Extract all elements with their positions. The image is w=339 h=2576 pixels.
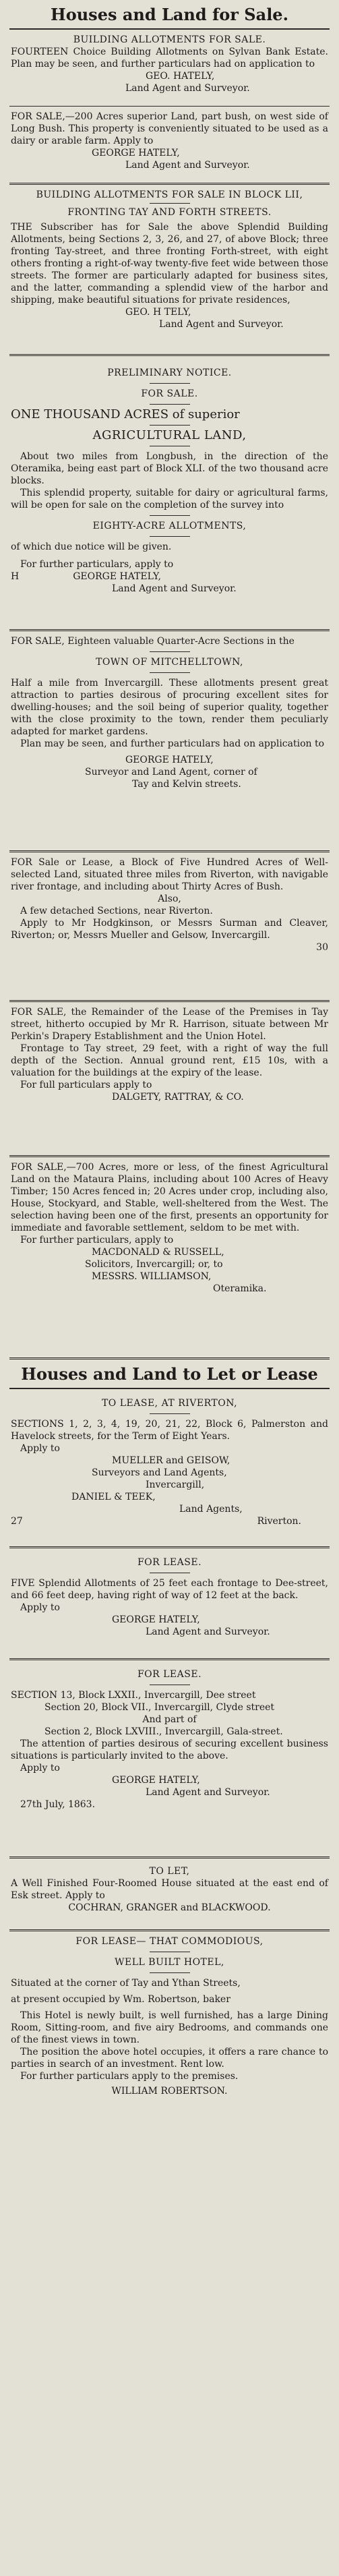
ad-heading: FOR LEASE.	[137, 1669, 202, 1680]
mini-rule	[150, 383, 190, 384]
ad-signature-name: MESSRS. WILLIAMSON,	[92, 1271, 212, 1282]
ad-body: Apply to Mr Hodgkinson, or Messrs Surman and Cleaver, Riverton; or, Messrs Mueller and Gelsow, Invercargill.	[11, 918, 328, 941]
ad-body: Situated at the corner of Tay and Ythan Streets,	[11, 1978, 241, 1989]
ad-riverton-lease	[9, 1389, 330, 1544]
ad-signature-name: GEO. HATELY,	[146, 71, 215, 82]
ad-body: at present occupied by Wm. Robertson, baker	[11, 1994, 230, 2005]
ad-body: FOR SALE, Eighteen valuable Quarter-Acre Sections in the	[11, 636, 295, 647]
mini-rule	[150, 672, 190, 673]
ad-signature-title: Oteramika.	[213, 1283, 267, 1294]
ad-body: FOR SALE,—700 Acres, more or less, of the finest Agricultural Land on the Mataura Plains, including about 100 Acres of Heavy Timber; 150 Acres fenced in; 20 Acres under crop, including also, House, Stockyard, and Stable, well-sheltered from the West. The selection having been one of the first, presents an opportunity for immediate and favorable settlement, seldom to be met with.	[11, 1162, 328, 1233]
ad-riverton-block	[9, 852, 330, 998]
ad-body: SECTION 13, Block LXXII., Invercargill, Dee street	[11, 1690, 256, 1701]
ad-signature-name: GEORGE HATELY,	[73, 571, 161, 582]
ad-signature-name: COCHRAN, GRANGER and BLACKWOOD.	[68, 1902, 271, 1913]
ad-also: Also,	[158, 894, 181, 904]
ad-body: FOR SALE,—200 Acres superior Land, part bush, on west side of Long Bush. This property is conveniently situated to be used as a dairy or arable farm. Apply to	[11, 111, 328, 146]
ad-number: 30	[316, 942, 328, 953]
ad-200-acres	[9, 107, 330, 181]
ad-heading-land: AGRICULTURAL LAND,	[92, 428, 247, 442]
ad-signature-name: DANIEL & TEEK,	[71, 1492, 156, 1502]
ad-preliminary-notice	[9, 356, 330, 627]
ad-heading: PRELIMINARY NOTICE.	[107, 368, 232, 378]
ad-signature-title: Land Agent and Surveyor.	[146, 1787, 270, 1798]
section-title-sale: Houses and Land for Sale.	[51, 5, 288, 24]
ad-body: Apply to	[20, 1443, 60, 1454]
ad-heading: BUILDING ALLOTMENTS FOR SALE IN BLOCK LII,	[36, 189, 303, 200]
ad-body: FIVE Splendid Allotments of 25 feet each frontage to Dee-street, and 66 feet deep, having right of way of 12 feet at the back.	[11, 1578, 328, 1601]
ad-signature-title: Land Agent and Surveyor.	[112, 583, 237, 594]
ad-subheading: WELL BUILT HOTEL,	[115, 1957, 224, 1968]
section-title-lease: Houses and Land to Let or Lease	[21, 1364, 318, 1384]
ad-body: FOURTEEN Choice Building Allotments on Sylvan Bank Estate. Plan may be seen, and further particulars had on application to	[11, 47, 328, 69]
ad-body: For further particulars, apply to	[20, 1235, 174, 1246]
mini-rule	[150, 536, 190, 537]
ad-date: 27th July, 1863.	[20, 1799, 96, 1810]
ad-heading: FOR LEASE.	[137, 1557, 202, 1568]
ad-signature-title: Surveyors and Land Agents,	[92, 1467, 227, 1478]
ad-signature-title: Solicitors, Invercargill; or, to	[85, 1259, 223, 1270]
ad-signature-title: Land Agents,	[179, 1504, 243, 1515]
ad-signature-name: DALGETY, RATTRAY, & CO.	[112, 1092, 244, 1103]
ad-signature-prefix: H	[11, 571, 20, 582]
ad-signature-title: Land Agent and Surveyor.	[159, 319, 284, 330]
ad-body: Section 20, Block VII., Invercargill, Clyde street	[44, 1702, 275, 1713]
ad-heading-allotments: EIGHTY-ACRE ALLOTMENTS,	[92, 521, 247, 531]
ad-heading: TO LEASE, AT RIVERTON,	[101, 1398, 238, 1409]
ad-mitchelltown	[9, 631, 330, 848]
mini-rule	[150, 425, 190, 426]
ad-signature-name: GEO. H TELY,	[125, 307, 191, 318]
ad-mataura-plains	[9, 1157, 330, 1355]
ad-heading: BUILDING ALLOTMENTS FOR SALE.	[73, 34, 266, 45]
ad-subheading: FOR SALE.	[141, 388, 198, 399]
ad-subheading: FRONTING TAY AND FORTH STREETS.	[67, 207, 272, 218]
ad-body: of which due notice will be given.	[11, 541, 172, 552]
ad-signature-title: Land Agent and Surveyor.	[125, 160, 250, 171]
ad-body: For further particulars, apply to	[20, 559, 174, 570]
ad-body: A Well Finished Four-Roomed House situated at the east end of Esk street. Apply to	[11, 1878, 328, 1901]
ad-signature-title: Land Agent and Surveyor.	[125, 83, 250, 94]
ad-signature-name: GEORGE HATELY,	[112, 1614, 200, 1625]
mini-rule	[150, 1972, 190, 1973]
ad-signature-title: Land Agent and Surveyor.	[146, 1627, 270, 1637]
ad-body: For further particulars apply to the premises.	[20, 2071, 239, 2082]
ad-signature-name: WILLIAM ROBERTSON.	[111, 2086, 228, 2097]
ad-body: FOR Sale or Lease, a Block of Five Hundred Acres of Well-selected Land, situated three miles from Riverton, with navigable river frontage, and including about Thirty Acres of Bush.	[11, 857, 328, 892]
ad-body: SECTIONS 1, 2, 3, 4, 19, 20, 21, 22, Block 6, Palmerston and Havelock streets, for the Term of Eight Years.	[11, 1419, 328, 1442]
ad-body: Apply to	[20, 1763, 60, 1774]
ad-block-lii	[9, 185, 330, 352]
ad-heading: TO LET,	[149, 1866, 190, 1877]
ad-body: Half a mile from Invercargill. These allotments present great attraction to parties desirous of procuring excellent sites for dwelling-houses; and the soil being of superior quality, together with the close proximity to the town, render them peculiarly adapted for market gardens.	[11, 678, 328, 737]
ad-body: Section 2, Block LXVIII., Invercargill, Gala-street.	[44, 1726, 283, 1737]
ad-signature-name: GEORGE HATELY,	[125, 755, 214, 765]
mini-rule	[150, 1413, 190, 1414]
ad-heading-acres: ONE THOUSAND ACRES of superior	[11, 407, 240, 421]
ad-signature-name: GEORGE HATELY,	[92, 148, 180, 158]
ad-signature-title: Surveyor and Land Agent, corner of	[85, 767, 257, 778]
ad-body: A few detached Sections, near Riverton.	[20, 906, 213, 916]
mini-rule	[150, 404, 190, 405]
ad-body: About two miles from Longbush, in the direction of the Oteramika, being east part of Block XLI. of the two thousand acre blocks.	[11, 451, 328, 486]
ad-body: Plan may be seen, and further particulars had on application to	[20, 738, 325, 749]
ad-signature-title: Invercargill,	[146, 1480, 205, 1490]
ad-heading: TOWN OF MITCHELLTOWN,	[96, 657, 243, 668]
ad-tay-street-lease	[9, 1002, 330, 1153]
ad-body: For full particulars apply to	[20, 1080, 152, 1090]
ad-signature-name: GEORGE HATELY,	[112, 1775, 200, 1786]
mini-rule	[150, 515, 190, 516]
ad-body: FOR SALE, the Remainder of the Lease of the Premises in Tay street, hitherto occupied by Mr R. Harrison, situate between Mr Perkin's Drapery Establishment and the Union Hotel.	[11, 1007, 328, 1042]
ad-place: Riverton.	[257, 1516, 301, 1527]
ad-body: This Hotel is newly built, is well furnished, has a large Dining Room, Sitting-room, and five airy Bedrooms, and commands one of the finest views in town.	[11, 2010, 328, 2045]
ad-heading: FOR LEASE— THAT COMMODIOUS,	[75, 1936, 264, 1947]
ad-building-allotments	[9, 30, 330, 104]
ad-signature-name: MUELLER and GEISOW,	[112, 1455, 230, 1466]
ad-signature-name: MACDONALD & RUSSELL,	[92, 1247, 224, 1258]
mini-rule	[150, 651, 190, 652]
ad-body: The position the above hotel occupies, it offers a rare chance to parties in search of an investment. Rent low.	[11, 2047, 328, 2070]
ad-sections-lease	[9, 1660, 330, 1854]
ad-signature-title: Tay and Kelvin streets.	[132, 779, 241, 790]
ad-body: Apply to	[20, 1602, 60, 1613]
ad-body: The attention of parties desirous of securing excellent business situations is particularly invited to the above.	[11, 1738, 328, 1761]
ad-body: Frontage to Tay street, 29 feet, with a right of way the full depth of the Section. Annual ground rent, £15 10s, with a valuation for the buildings at the expiry of the lease.	[11, 1043, 328, 1078]
ad-body: THE Subscriber has for Sale the above Splendid Building Allotments, being Sections 2, 3, 26, and 27, of above Block; three fronting Tay-street, and three fronting Forth-street, with eight others fronting a right-of-way twenty-five feet wide between those streets. The former are particularly adapted for business sites, and the latter, commanding a splendid view of the harbor and shipping, make beautiful situations for private residences,	[11, 222, 328, 305]
ad-to-let-house	[9, 1858, 330, 1927]
ad-number: 27	[11, 1516, 23, 1527]
mini-rule	[150, 203, 190, 204]
ad-dee-street-allotments	[9, 1548, 330, 1656]
ad-body: This splendid property, suitable for dairy or agricultural farms, will be open for sale on the completion of the survey into	[11, 488, 328, 510]
ad-body: And part of	[142, 1714, 197, 1725]
ad-hotel-lease	[9, 1931, 330, 2113]
